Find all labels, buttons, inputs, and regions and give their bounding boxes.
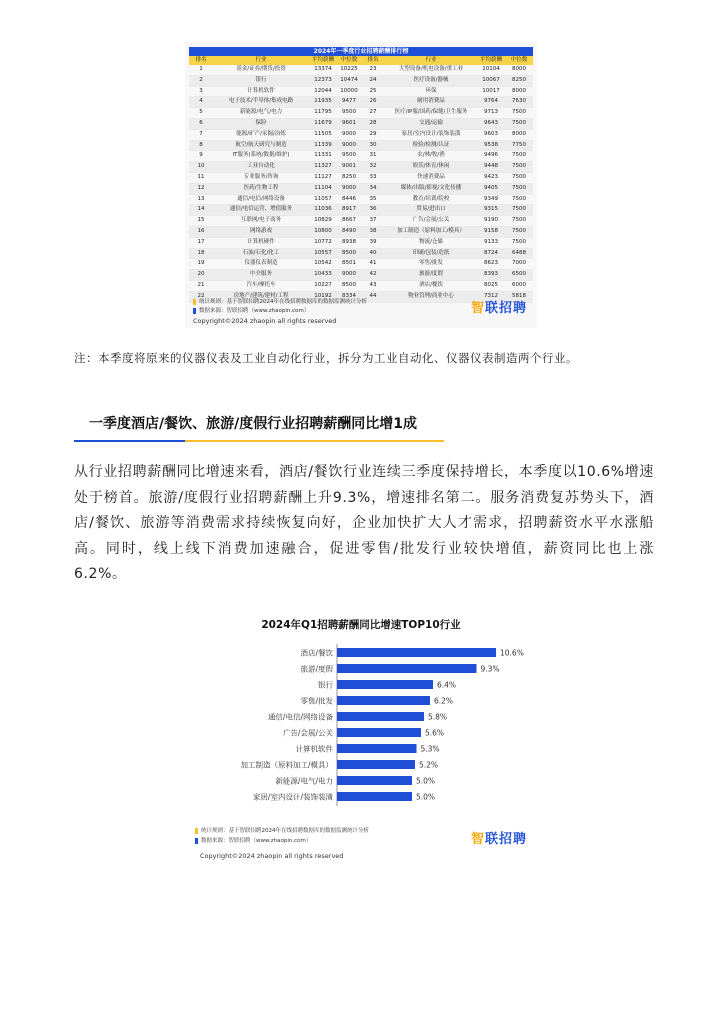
table-cell: 8250 bbox=[337, 172, 361, 183]
body-paragraph: 从行业招聘薪酬同比增速来看，酒店/餐饮行业连续三季度保持增长，本季度以10.6%增速处于榜首。旅游/度假行业招聘薪酬上升9.3%，增速排名第二。服务消费复苏势头下，酒店/餐饮、旅游等消费需求持续恢复向好，企业加快扩大人才需求，招聘薪资水平水涨船高。同时，线上线下消费加速融合，促进零售/批发行业较快增值，薪资同比也上涨6.2%。 bbox=[74, 464, 654, 583]
table-header-row bbox=[189, 56, 533, 65]
table-cell: 工业自动化 bbox=[213, 162, 309, 173]
table-cell: 7000 bbox=[505, 259, 533, 270]
table-cell: 21 bbox=[189, 280, 213, 291]
table-cell: 能源/矿产/采掘/冶炼 bbox=[213, 129, 309, 140]
table-cell: 中介服务 bbox=[213, 270, 309, 281]
table-cell: 10800 bbox=[309, 226, 337, 237]
chart-blue-marker-icon bbox=[195, 838, 198, 844]
table-cell: 10 bbox=[189, 162, 213, 173]
table-cell: 9764 bbox=[477, 97, 505, 108]
table-cell: 10104 bbox=[477, 65, 505, 75]
table-cell: 医药/生物工程 bbox=[213, 183, 309, 194]
table-cell: 7312 bbox=[477, 291, 505, 302]
value-label: 5.6% bbox=[425, 728, 445, 738]
table-cell: 41 bbox=[361, 259, 385, 270]
table-cell: 2 bbox=[189, 75, 213, 86]
table-cell: 保险 bbox=[213, 118, 309, 129]
table-cell: 10829 bbox=[309, 216, 337, 227]
table-cell: 7500 bbox=[505, 183, 533, 194]
table-cell: 9643 bbox=[477, 118, 505, 129]
table-cell: 7500 bbox=[505, 172, 533, 183]
table-cell: 10192 bbox=[309, 291, 337, 302]
table-cell: 10433 bbox=[309, 270, 337, 281]
table-cell: 12044 bbox=[309, 86, 337, 97]
table-cell: 7500 bbox=[505, 237, 533, 248]
table-cell: 15 bbox=[189, 216, 213, 227]
table-row bbox=[189, 108, 533, 119]
table-cell: 农/林/牧/渔 bbox=[385, 151, 477, 162]
table-cell: 9000 bbox=[337, 183, 361, 194]
table-cell: 8000 bbox=[505, 129, 533, 140]
table-row bbox=[189, 65, 533, 75]
bar bbox=[337, 792, 412, 801]
bar bbox=[337, 712, 424, 721]
table-cell: 33 bbox=[361, 172, 385, 183]
table-cell: 32 bbox=[361, 162, 385, 173]
table-header-cell: 中位数 bbox=[337, 56, 361, 65]
table-cell: 贸易/进出口 bbox=[385, 205, 477, 216]
table-cell: 1 bbox=[189, 65, 213, 75]
table-cell: 银行 bbox=[213, 75, 309, 86]
chart-title: 2024年Q1招聘薪酬同比增速TOP10行业 bbox=[261, 619, 461, 631]
category-label: 家居/室内设计/装饰装潢 bbox=[252, 792, 333, 802]
table-cell: 9315 bbox=[477, 205, 505, 216]
value-label: 5.0% bbox=[416, 792, 436, 802]
table-row bbox=[189, 86, 533, 97]
value-label: 10.6% bbox=[500, 648, 524, 658]
data-source-note bbox=[193, 307, 309, 315]
table-cell: 医疗设备/器械 bbox=[385, 75, 477, 86]
table-cell: 4 bbox=[189, 97, 213, 108]
table-row bbox=[189, 280, 533, 291]
table-cell: 25 bbox=[361, 86, 385, 97]
category-label: 酒店/餐饮 bbox=[300, 648, 333, 658]
table-cell: 9477 bbox=[337, 97, 361, 108]
ranking-table bbox=[189, 56, 533, 303]
table-cell: 环保 bbox=[385, 86, 477, 97]
table-cell: 16 bbox=[189, 226, 213, 237]
table-cell: 快速消费品 bbox=[385, 172, 477, 183]
table-cell: 9496 bbox=[477, 151, 505, 162]
table-row bbox=[189, 248, 533, 259]
chart-stat-rule-note bbox=[195, 827, 369, 835]
bar bbox=[337, 744, 417, 753]
bar bbox=[337, 728, 421, 737]
table-cell: 9603 bbox=[477, 129, 505, 140]
table-cell: 8025 bbox=[477, 280, 505, 291]
table-cell: 44 bbox=[361, 291, 385, 302]
table-cell: 房地产/建筑/建材/工程 bbox=[213, 291, 309, 302]
split-industry-note: 注：本季度将原来的仪器仪表及工业自动化行业，拆分为工业自动化、仪器仪表制造两个行业。 bbox=[74, 351, 578, 365]
table-cell: 11935 bbox=[309, 97, 337, 108]
table-cell: 8 bbox=[189, 140, 213, 151]
table-cell: 38 bbox=[361, 226, 385, 237]
table-cell: 9448 bbox=[477, 162, 505, 173]
value-label: 5.2% bbox=[419, 760, 439, 770]
table-cell: 8250 bbox=[505, 75, 533, 86]
chart-stat-rule-text: 统计规则：基于智联招聘2024年在线招聘数据库的数据监测统计分析 bbox=[201, 828, 369, 834]
value-label: 5.3% bbox=[420, 744, 440, 754]
table-cell: 31 bbox=[361, 151, 385, 162]
value-label: 5.8% bbox=[428, 712, 448, 722]
table-cell: 12 bbox=[189, 183, 213, 194]
table-cell: 耐用消费品 bbox=[385, 97, 477, 108]
table-cell: 专业服务/咨询 bbox=[213, 172, 309, 183]
table-cell: 9601 bbox=[337, 118, 361, 129]
table-cell: 43 bbox=[361, 280, 385, 291]
table-row bbox=[189, 75, 533, 86]
table-cell: 10225 bbox=[337, 65, 361, 75]
table-title: 2024年一季度行业招聘薪酬排行榜 bbox=[189, 47, 533, 56]
category-label: 新能源/电气/电力 bbox=[275, 776, 333, 786]
table-row bbox=[189, 183, 533, 194]
table-cell: 9190 bbox=[477, 216, 505, 227]
table-cell: 9538 bbox=[477, 140, 505, 151]
table-cell: 10227 bbox=[309, 280, 337, 291]
table-row bbox=[189, 129, 533, 140]
category-label: 广告/会展/公关 bbox=[282, 728, 333, 738]
table-cell: 5818 bbox=[505, 291, 533, 302]
table-cell: 广告/会展/公关 bbox=[385, 216, 477, 227]
table-cell: 8938 bbox=[337, 237, 361, 248]
table-cell: 8500 bbox=[337, 280, 361, 291]
table-row bbox=[189, 118, 533, 129]
table-cell: 7500 bbox=[505, 108, 533, 119]
table-cell: 27 bbox=[361, 108, 385, 119]
table-cell: 酒店/餐饮 bbox=[385, 280, 477, 291]
table-cell: 交通/运输 bbox=[385, 118, 477, 129]
table-cell: 19 bbox=[189, 259, 213, 270]
table-cell: 6000 bbox=[505, 280, 533, 291]
table-cell: 37 bbox=[361, 216, 385, 227]
table-cell: 7500 bbox=[505, 162, 533, 173]
bar bbox=[337, 648, 496, 657]
table-cell: 20 bbox=[189, 270, 213, 281]
table-cell: 42 bbox=[361, 270, 385, 281]
table-cell: 6500 bbox=[505, 270, 533, 281]
stat-rule-note bbox=[193, 298, 367, 306]
table-cell: 8500 bbox=[337, 248, 361, 259]
table-cell: 10067 bbox=[477, 75, 505, 86]
table-cell: 网络游戏 bbox=[213, 226, 309, 237]
table-cell: 23 bbox=[361, 65, 385, 75]
table-row bbox=[189, 259, 533, 270]
table-cell: 10542 bbox=[309, 259, 337, 270]
table-cell: 8393 bbox=[477, 270, 505, 281]
table-cell: 教育/培训/院校 bbox=[385, 194, 477, 205]
category-label: 计算机软件 bbox=[295, 744, 333, 754]
table-cell: 9000 bbox=[337, 270, 361, 281]
table-cell: 7 bbox=[189, 129, 213, 140]
table-cell: 家居/室内设计/装饰装潢 bbox=[385, 129, 477, 140]
copyright-text: Copyright©2024 zhaopin all rights reserved bbox=[193, 317, 337, 325]
table-row bbox=[189, 226, 533, 237]
table-cell: 物流/仓储 bbox=[385, 237, 477, 248]
table-cell: 14 bbox=[189, 205, 213, 216]
bar bbox=[337, 664, 477, 673]
table-cell: 22 bbox=[189, 291, 213, 302]
table-row bbox=[189, 97, 533, 108]
table-cell: 18 bbox=[189, 248, 213, 259]
value-label: 9.3% bbox=[480, 664, 500, 674]
table-row bbox=[189, 172, 533, 183]
table-header-cell: 中位数 bbox=[505, 56, 533, 65]
heading-underline bbox=[74, 440, 444, 442]
table-cell: 8000 bbox=[505, 86, 533, 97]
table-row bbox=[189, 194, 533, 205]
table-header-cell: 行业 bbox=[385, 56, 477, 65]
table-cell: 30 bbox=[361, 140, 385, 151]
table-cell: 9000 bbox=[337, 129, 361, 140]
table-row bbox=[189, 216, 533, 227]
chart-yellow-marker-icon bbox=[195, 828, 198, 834]
table-cell: 10000 bbox=[337, 86, 361, 97]
table-cell: 13 bbox=[189, 194, 213, 205]
table-header-cell: 排名 bbox=[361, 56, 385, 65]
table-cell: 大型设备/机电设备/重工业 bbox=[385, 65, 477, 75]
value-label: 5.0% bbox=[416, 776, 436, 786]
category-label: 零售/批发 bbox=[300, 696, 333, 706]
bar bbox=[337, 696, 430, 705]
table-cell: 10017 bbox=[477, 86, 505, 97]
table-cell: 11036 bbox=[309, 205, 337, 216]
chart-zhaopin-logo: 智联招聘 bbox=[471, 832, 528, 847]
bar-chart bbox=[185, 606, 538, 816]
table-cell: 旅游/度假 bbox=[385, 270, 477, 281]
table-cell: 9000 bbox=[337, 140, 361, 151]
zhaopin-logo: 智联招聘 bbox=[471, 301, 528, 316]
table-cell: 7500 bbox=[505, 151, 533, 162]
table-cell: 基金/证券/期货/投资 bbox=[213, 65, 309, 75]
table-cell: 9713 bbox=[477, 108, 505, 119]
table-cell: 7500 bbox=[505, 226, 533, 237]
table-cell: 加工制造（原料加工/模具） bbox=[385, 226, 477, 237]
table-cell: 5 bbox=[189, 108, 213, 119]
table-cell: 8000 bbox=[505, 65, 533, 75]
table-cell: 11057 bbox=[309, 194, 337, 205]
table-cell: 计算机硬件 bbox=[213, 237, 309, 248]
table-cell: 17 bbox=[189, 237, 213, 248]
table-cell: 11339 bbox=[309, 140, 337, 151]
table-header-cell: 平均薪酬 bbox=[477, 56, 505, 65]
table-cell: 12373 bbox=[309, 75, 337, 86]
stat-rule-text: 统计规则：基于智联招聘2024年在线招聘数据库的数据监测统计分析 bbox=[199, 299, 367, 305]
chart-data-source-text: 数据来源：智联招聘（www.zhaopin.com） bbox=[201, 838, 312, 844]
table-cell: 13374 bbox=[309, 65, 337, 75]
table-cell: 3 bbox=[189, 86, 213, 97]
table-cell: 10474 bbox=[337, 75, 361, 86]
table-cell: 通信/电信运营、增值服务 bbox=[213, 205, 309, 216]
ranking-table-figure bbox=[185, 42, 537, 328]
category-label: 加工制造（原料加工/模具） bbox=[240, 760, 333, 770]
table-cell: 8917 bbox=[337, 205, 361, 216]
table-cell: 娱乐/体育/休闲 bbox=[385, 162, 477, 173]
table-header-cell: 平均薪酬 bbox=[309, 56, 337, 65]
blue-marker-icon bbox=[193, 308, 196, 314]
table-row bbox=[189, 237, 533, 248]
table-cell: 9158 bbox=[477, 226, 505, 237]
table-cell: 医疗/IP服/国药/保健/卫生服务 bbox=[385, 108, 477, 119]
table-cell: 物业管理/商业中心 bbox=[385, 291, 477, 302]
table-cell: 9349 bbox=[477, 194, 505, 205]
table-cell: 9500 bbox=[337, 151, 361, 162]
table-header-cell: 行业 bbox=[213, 56, 309, 65]
table-cell: 计算机软件 bbox=[213, 86, 309, 97]
table-cell: 7500 bbox=[505, 205, 533, 216]
table-cell: 8446 bbox=[337, 194, 361, 205]
table-cell: 通信/电信/网络设备 bbox=[213, 194, 309, 205]
table-cell: 11679 bbox=[309, 118, 337, 129]
bar bbox=[337, 680, 433, 689]
category-label: 通信/电信/网络设备 bbox=[267, 712, 333, 722]
data-source-text: 数据来源：智联招聘（www.zhaopin.com） bbox=[199, 308, 310, 314]
table-cell: 8724 bbox=[477, 248, 505, 259]
value-label: 6.2% bbox=[434, 696, 454, 706]
table-cell: 6488 bbox=[505, 248, 533, 259]
table-cell: 互联网/电子商务 bbox=[213, 216, 309, 227]
chart-copyright-text: Copyright©2024 zhaopin all rights reserved bbox=[200, 852, 344, 860]
bar bbox=[337, 776, 412, 785]
table-cell: 零售/批发 bbox=[385, 259, 477, 270]
table-cell: 7500 bbox=[505, 216, 533, 227]
table-cell: 9 bbox=[189, 151, 213, 162]
table-cell: 新能源/电气/电力 bbox=[213, 108, 309, 119]
table-row bbox=[189, 162, 533, 173]
table-cell: 印刷/包装/造纸 bbox=[385, 248, 477, 259]
table-cell: 仪器仪表制造 bbox=[213, 259, 309, 270]
table-cell: 8667 bbox=[337, 216, 361, 227]
table-cell: 11 bbox=[189, 172, 213, 183]
table-cell: 9133 bbox=[477, 237, 505, 248]
table-cell: 10772 bbox=[309, 237, 337, 248]
table-cell: 34 bbox=[361, 183, 385, 194]
table-cell: 7500 bbox=[505, 118, 533, 129]
chart-data-source-note bbox=[195, 837, 311, 845]
table-cell: 26 bbox=[361, 97, 385, 108]
table-cell: 检验/检测/认证 bbox=[385, 140, 477, 151]
table-cell: 媒体/出版/影视/文化传播 bbox=[385, 183, 477, 194]
table-cell: 29 bbox=[361, 129, 385, 140]
table-cell: 35 bbox=[361, 194, 385, 205]
growth-chart-figure bbox=[185, 606, 538, 868]
section-heading: 一季度酒店/餐饮、旅游/度假行业招聘薪酬同比增1成 bbox=[89, 416, 417, 432]
value-label: 6.4% bbox=[437, 680, 457, 690]
table-cell: 7630 bbox=[505, 97, 533, 108]
table-cell: 8623 bbox=[477, 259, 505, 270]
table-cell: 8501 bbox=[337, 259, 361, 270]
table-cell: 11127 bbox=[309, 172, 337, 183]
table-cell: 24 bbox=[361, 75, 385, 86]
bar bbox=[337, 760, 415, 769]
table-cell: 10557 bbox=[309, 248, 337, 259]
table-cell: 40 bbox=[361, 248, 385, 259]
table-cell: 7750 bbox=[505, 140, 533, 151]
table-cell: 电子技术/半导体/集成电路 bbox=[213, 97, 309, 108]
category-label: 银行 bbox=[318, 680, 333, 690]
table-cell: 石油/石化/化工 bbox=[213, 248, 309, 259]
table-cell: 39 bbox=[361, 237, 385, 248]
table-cell: 9405 bbox=[477, 183, 505, 194]
table-cell: 航空/航天研究与制造 bbox=[213, 140, 309, 151]
table-row bbox=[189, 270, 533, 281]
table-cell: 9500 bbox=[337, 108, 361, 119]
table-cell: 11795 bbox=[309, 108, 337, 119]
table-cell: 11327 bbox=[309, 162, 337, 173]
table-cell: 8490 bbox=[337, 226, 361, 237]
category-label: 旅游/度假 bbox=[300, 664, 333, 674]
yellow-marker-icon bbox=[193, 299, 196, 305]
table-cell: 11505 bbox=[309, 129, 337, 140]
table-cell: 36 bbox=[361, 205, 385, 216]
table-cell: 9001 bbox=[337, 162, 361, 173]
table-row bbox=[189, 140, 533, 151]
table-cell: 6 bbox=[189, 118, 213, 129]
table-cell: 汽车/摩托车 bbox=[213, 280, 309, 291]
table-row bbox=[189, 151, 533, 162]
table-cell: 11104 bbox=[309, 183, 337, 194]
table-header-cell: 排名 bbox=[189, 56, 213, 65]
table-cell: 28 bbox=[361, 118, 385, 129]
table-cell: 7500 bbox=[505, 194, 533, 205]
table-cell: 9423 bbox=[477, 172, 505, 183]
table-cell: IT服务(系统/数据/维护) bbox=[213, 151, 309, 162]
table-cell: 11331 bbox=[309, 151, 337, 162]
table-cell: 8334 bbox=[337, 291, 361, 302]
table-row bbox=[189, 205, 533, 216]
